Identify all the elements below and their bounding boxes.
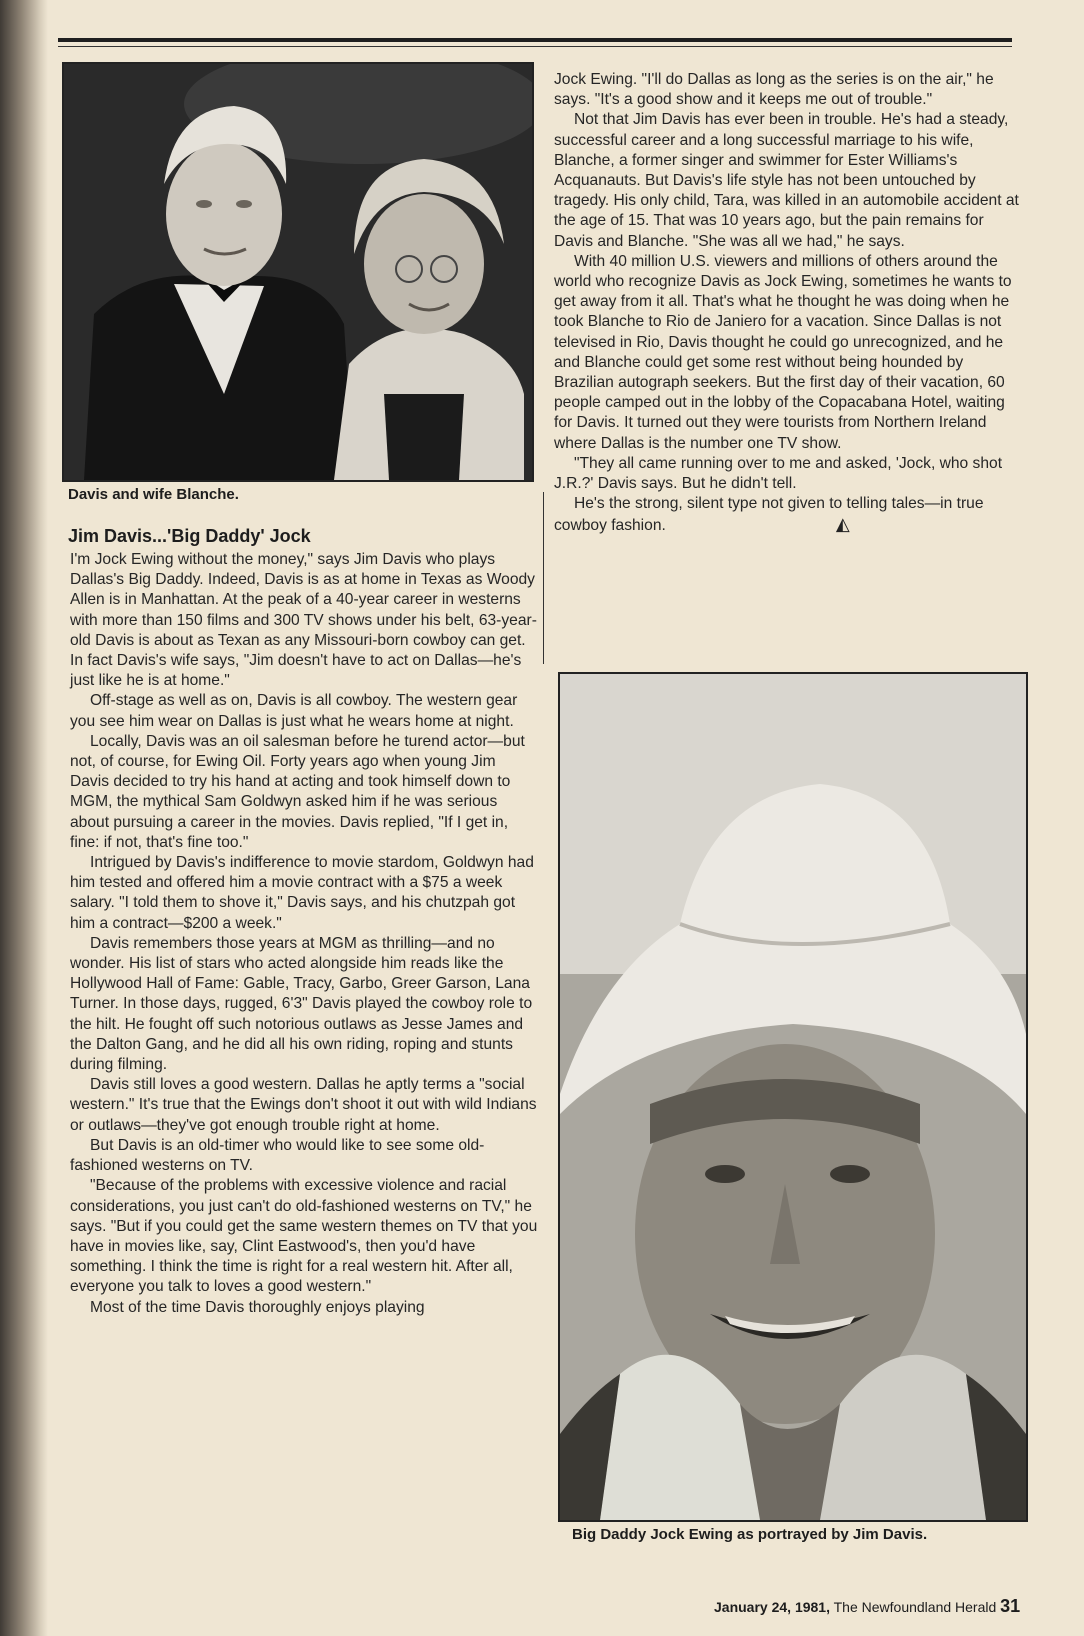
footer-date: January 24, 1981, [714,1599,830,1615]
footer-publication: The Newfoundland Herald [833,1599,997,1615]
photo-davis-and-wife-caption: Davis and wife Blanche. [68,486,239,503]
photo-davis-and-wife-illustration [64,64,532,480]
photo-jock-ewing [558,672,1028,1522]
paragraph: Jock Ewing. "I'll do Dallas as long as the series is on the air," he says. "It's a good show and it keeps me out of trouble." [554,71,994,109]
paragraph: Not that Jim Davis has ever been in trouble. He's had a steady, successful career and a long successful marriage to his wife, Blanche, a former singer and swimmer for Ester Williams's Acquanauts. But Davis's life style has not been untouched by tragedy. His only child, Tara, was killed in an automobile accident at the age of 15. That was 10 years ago, but the pain remains for Davis and Blanche. "She was all we had," he says. [554,111,1019,250]
paragraph: Off-stage as well as on, Davis is all cowboy. The western gear you see him wear on Dallas is just what he wears home at night. [70,692,518,730]
column-divider [543,492,544,664]
end-mark-icon: ◭ [835,514,850,535]
paragraph: Most of the time Davis thoroughly enjoys playing [90,1298,425,1316]
paragraph: Locally, Davis was an oil salesman before he turend actor—but not, of course, for Ewing Oil. Forty years ago when young Jim Davis decided to try his hand at acting and took himself down to MGM, the mythical Sam Goldwyn asked him if he was serious about pursuing a career in the movies. Davis replied, "If I get in, fine: if not, that's fine too." [70,732,525,851]
paragraph: "They all came running over to me and asked, 'Jock, who shot J.R.?' Davis says. But he didn't tell. [554,454,1003,493]
article-column-left [70,550,538,1318]
top-rule [58,38,1012,42]
photo-davis-and-wife [62,62,534,482]
paragraph: Davis still loves a good western. Dallas he aptly terms a "social western." It's true that the Ewings don't shoot it out with wild Indians or outlaws—they've got enough trouble right at home. [70,1076,537,1134]
paragraph-text: He's the strong, silent type not given to telling tales—in true cowboy fashion. [554,495,984,535]
paragraph: But Davis is an old-timer who would like to see some old-fashioned westerns on TV. [70,1136,485,1175]
paragraph: Davis remembers those years at MGM as thrilling—and no wonder. His list of stars who acted alongside him reads like the Hollywood Hall of Fame: Gable, Tracy, Garbo, Greer Garson, Lana Turner. In those days, rugged, 6'3" Davis played the cowboy role to the hilt. He fought off such notorious outlaws as Jesse James and the Dalton Gang, and he did all his own riding, roping and stunts during filming. [70,934,533,1074]
page-footer [714,1596,1020,1617]
photo-jock-ewing-illustration [560,674,1026,1520]
page-number: 31 [1000,1596,1021,1616]
paragraph: Intrigued by Davis's indifference to movie stardom, Goldwyn had him tested and offered him a movie contract with a $75 a week salary. "I told them to shove it," Davis says, and his chutzpah got him a contract—$200 a week." [70,854,534,932]
paragraph-last [554,494,1022,536]
book-spine-shadow [0,0,48,1636]
top-rule-thin [58,46,1012,47]
article-headline: Jim Davis...'Big Daddy' Jock [68,526,311,546]
photo-jock-ewing-caption: Big Daddy Jock Ewing as portrayed by Jim Davis. [572,1526,928,1543]
paragraph: I'm Jock Ewing without the money," says Jim Davis who plays Dallas's Big Daddy. Indeed, Davis is as at home in Texas as Woody Allen is in Manhattan. At the peak of a 40-year career in westerns with more than 150 films and 300 TV shows under his belt, 63-year-old Davis is about as Texan as any Missouri-born cowboy can get. In fact Davis's wife says, "Jim doesn't have to act on Dallas—he's just like he is at home." [70,551,537,690]
article-column-right [554,70,1022,537]
paragraph: With 40 million U.S. viewers and millions of others around the world who recognize Davis as Jock Ewing, sometimes he wants to get away from it all. That's what he thought he was doing when he took Blanche to Rio de Janiero for a vacation. Since Dallas is not televised in Rio, Davis thought he could go unrecognized, and he and Blanche could get some rest without being hounded by Brazilian autograph seekers. But the first day of their vacation, 60 people camped out in the lobby of the Copacabana Hotel, waiting for Davis. It turned out they were tourists from Northern Ireland where Dallas is the number one TV show. [554,252,1012,452]
paragraph: "Because of the problems with excessive violence and racial considerations, you just can't do old-fashioned westerns on TV," he says. "But if you could get the same western themes on TV that you have in movies like, say, Clint Eastwood's, then you'd have something. I think the time is right for a real western hit. After all, everyone you talk to loves a good western." [70,1177,538,1296]
